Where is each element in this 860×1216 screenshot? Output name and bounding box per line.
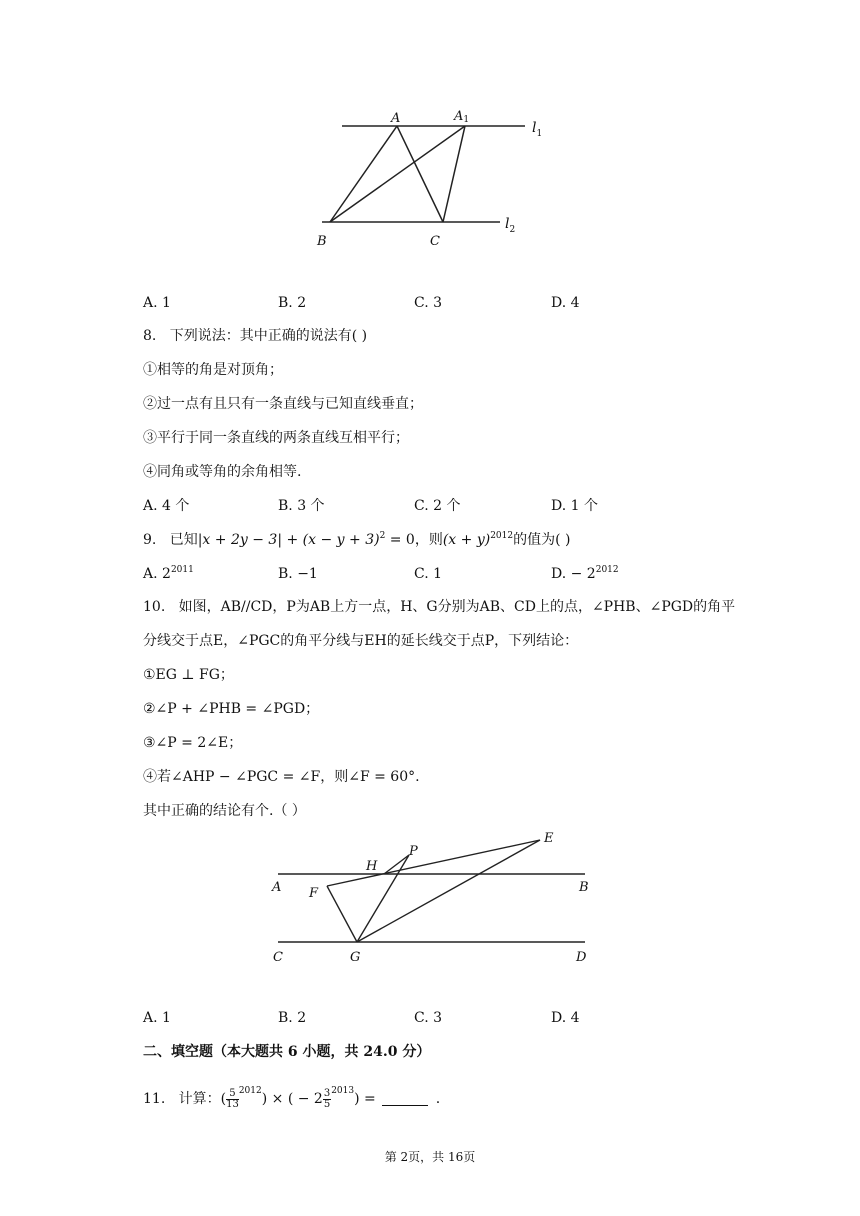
- segment-FE: [327, 840, 540, 886]
- q10-question: 其中正确的结论有个.（ ）: [143, 803, 306, 819]
- q10-option-b: B. 2: [278, 1010, 307, 1026]
- q11-number: 11.: [143, 1091, 166, 1107]
- q9-option-d: D. − $2^{2012}$: [551, 565, 619, 582]
- q11-fraction-1: $\frac{5}{13}$: [226, 1087, 239, 1110]
- figure-parallel-lines-l1-l2: [300, 100, 560, 260]
- label-G: G: [350, 950, 361, 965]
- q8-option-a: A. 4 个: [143, 498, 190, 514]
- q10-line1: 如图，AB//CD，P为AB上方一点，H、G分别为AB、CD上的点，∠PHB、∠PGD的角平: [178, 599, 736, 615]
- q10-option-c: C. 3: [414, 1010, 443, 1026]
- q11-prefix: 计算：(: [178, 1091, 227, 1107]
- q10-stem-line1: [143, 597, 735, 617]
- segment-PG: [357, 855, 409, 942]
- q8-stem-text: 下列说法：其中正确的说法有( ): [169, 328, 368, 344]
- q10-option-a: A. 1: [143, 1010, 171, 1026]
- label-C: C: [273, 950, 283, 965]
- segment-AB: [330, 126, 397, 222]
- q7-option-c: C. 3: [414, 295, 443, 311]
- q8-statement-1: ①相等的角是对顶角；: [143, 362, 283, 378]
- q8-statement-2: ②过一点有且只有一条直线与已知直线垂直；: [143, 396, 423, 412]
- label-l2: $l_2$: [505, 216, 516, 235]
- q10-number: 10.: [143, 599, 166, 615]
- q9-option-a: A. $2^{2011}$: [143, 565, 194, 582]
- label-A: A: [391, 111, 401, 126]
- segment-FG: [327, 886, 357, 942]
- q9-stem: [143, 530, 570, 550]
- q9-square: 2: [379, 531, 386, 541]
- q11-end: .: [435, 1091, 441, 1107]
- q9-target-exp: 2012: [490, 531, 514, 541]
- q10-option-d: D. 4: [551, 1010, 580, 1026]
- page-footer: 第 2页，共 16页: [384, 1150, 476, 1164]
- segment-A1C: [443, 126, 465, 222]
- segment-A1B: [330, 126, 465, 222]
- q11-fraction-2: $\frac{3}{5}$: [323, 1087, 331, 1110]
- figure-parallel-lines-ab-cd: [260, 825, 600, 975]
- q8-stem: [143, 326, 367, 346]
- label-A1: A1: [454, 109, 470, 125]
- q10-statement-3: ③∠P = 2∠E；: [143, 735, 243, 751]
- q7-option-a: A. 1: [143, 295, 171, 311]
- label-C: C: [430, 234, 440, 249]
- q8-option-b: B. 3 个: [278, 498, 325, 514]
- q7-option-b: B. 2: [278, 295, 307, 311]
- label-E: E: [544, 831, 554, 846]
- q10-stem-line2: 分线交于点E，∠PGC的角平分线与EH的延长线交于点P，下列结论：: [143, 633, 579, 649]
- q8-statement-4: ④同角或等角的余角相等.: [143, 464, 302, 480]
- q9-option-c: C. 1: [414, 566, 443, 582]
- q8-option-c: C. 2 个: [414, 498, 461, 514]
- q8-number: 8.: [143, 328, 157, 344]
- q7-option-d: D. 4: [551, 295, 580, 311]
- section-heading-fill-in: 二、填空题（本大题共 6 小题，共 24.0 分）: [143, 1044, 431, 1060]
- q11-stem: [143, 1078, 440, 1112]
- q11-answer-blank[interactable]: [382, 1091, 428, 1106]
- q9-prefix: 已知: [169, 532, 198, 548]
- q10-statement-2: ②∠P + ∠PHB = ∠PGD；: [143, 701, 320, 717]
- q9-suffix: 的值为( ): [513, 532, 571, 548]
- q11-times: ) × ( − 2: [261, 1091, 323, 1107]
- label-l1: $l_1$: [532, 120, 543, 139]
- q11-exp-2: 2013: [331, 1086, 355, 1096]
- q9-target: (x + y): [442, 532, 491, 548]
- label-B: B: [317, 234, 327, 249]
- q10-statement-4: ④若∠AHP − ∠PGC = ∠F，则∠F = 60°.: [143, 769, 420, 785]
- q11-exp-1: 2012: [238, 1086, 262, 1096]
- segment-AC: [397, 126, 443, 222]
- q8-statement-3: ③平行于同一条直线的两条直线互相平行；: [143, 430, 409, 446]
- label-P: P: [409, 844, 418, 859]
- q9-option-b: B. −1: [278, 566, 318, 582]
- label-A: A: [272, 880, 282, 895]
- label-B: B: [579, 880, 589, 895]
- q9-equals-zero: = 0，则: [385, 532, 443, 548]
- q9-expression: |x + 2y − 3| + (x − y + 3): [197, 532, 380, 548]
- label-D: D: [576, 950, 587, 965]
- segment-EG: [357, 840, 540, 942]
- q9-number: 9.: [143, 532, 157, 548]
- label-H: H: [366, 859, 378, 874]
- q11-equals: ) =: [354, 1091, 376, 1107]
- q10-statement-1: ①EG ⊥ FG；: [143, 667, 234, 683]
- label-F: F: [309, 886, 319, 901]
- q8-option-d: D. 1 个: [551, 498, 598, 514]
